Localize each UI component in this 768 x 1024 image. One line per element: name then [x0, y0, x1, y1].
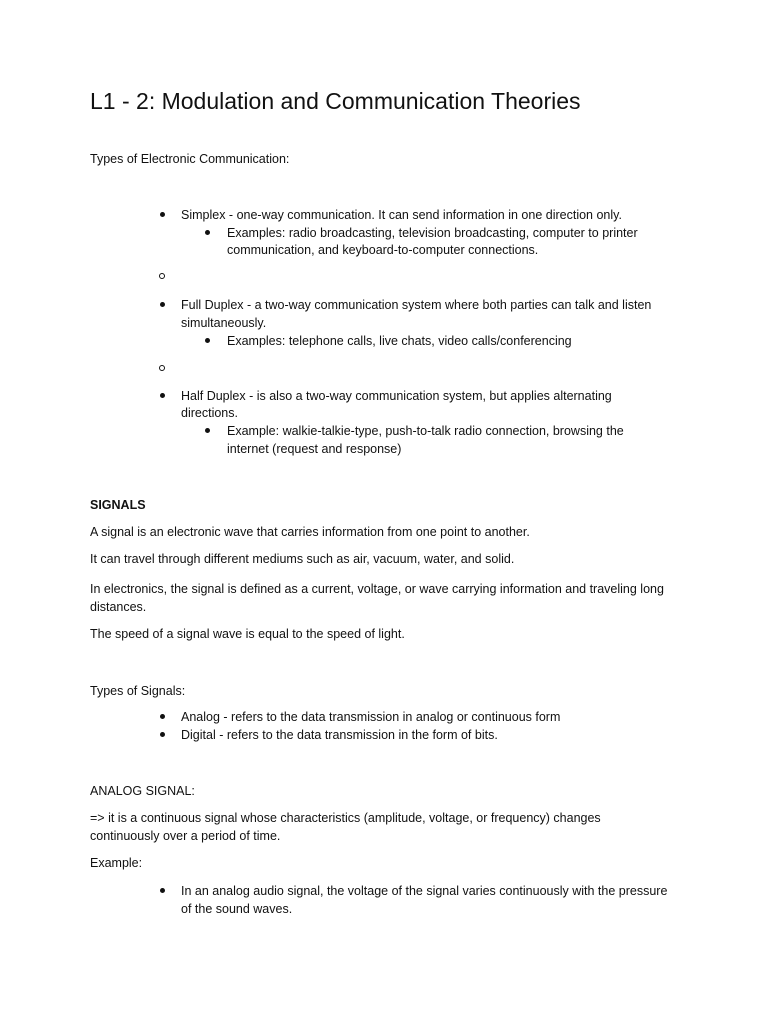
analog-type-item: Analog - refers to the data transmission in analog or continuous form	[181, 710, 561, 724]
signals-paragraph-2: It can travel through different mediums such as air, vacuum, water, and solid.	[90, 552, 515, 566]
analog-signal-heading: ANALOG SIGNAL:	[90, 784, 195, 798]
types-of-signals-heading: Types of Signals:	[90, 684, 186, 698]
full-duplex-example: Examples: telephone calls, live chats, video calls/conferencing	[227, 334, 572, 348]
full-duplex-label-line1: Full Duplex - a two-way communication system where both parties can talk and listen	[181, 298, 652, 312]
analog-example-line1: In an analog audio signal, the voltage of the signal varies continuously with the pressure	[181, 884, 668, 898]
section-heading-communication-types: Types of Electronic Communication:	[90, 152, 290, 166]
bullet-icon	[160, 212, 165, 217]
signals-paragraph-3-line2: distances.	[90, 600, 147, 614]
half-duplex-label-line1: Half Duplex - is also a two-way communication system, but applies alternating	[181, 389, 612, 403]
bullet-icon	[205, 230, 210, 235]
half-duplex-label-line2: directions.	[181, 406, 238, 420]
empty-circle-bullet-icon	[159, 365, 165, 371]
simplex-example-line2: communication, and keyboard-to-computer connections.	[227, 243, 539, 257]
full-duplex-label-line2: simultaneously.	[181, 316, 267, 330]
bullet-icon	[160, 302, 165, 307]
half-duplex-example-line1: Example: walkie-talkie-type, push-to-talk radio connection, browsing the	[227, 424, 624, 438]
analog-paragraph-line2: continuously over a period of time.	[90, 829, 281, 843]
simplex-example-line1: Examples: radio broadcasting, television broadcasting, computer to printer	[227, 226, 638, 240]
signals-paragraph-4: The speed of a signal wave is equal to the speed of light.	[90, 627, 405, 641]
signals-paragraph-1: A signal is an electronic wave that carries information from one point to another.	[90, 525, 530, 539]
bullet-icon	[160, 732, 165, 737]
example-label: Example:	[90, 856, 143, 870]
simplex-label: Simplex - one-way communication. It can send information in one direction only.	[181, 208, 622, 222]
empty-circle-bullet-icon	[159, 273, 165, 279]
signals-paragraph-3-line1: In electronics, the signal is defined as a current, voltage, or wave carrying information and traveling long	[90, 582, 664, 596]
digital-type-item: Digital - refers to the data transmission in the form of bits.	[181, 728, 498, 742]
bullet-icon	[160, 888, 165, 893]
bullet-icon	[205, 338, 210, 343]
bullet-icon	[160, 714, 165, 719]
bullet-icon	[205, 428, 210, 433]
analog-example-line2: of the sound waves.	[181, 902, 293, 916]
signals-heading: SIGNALS	[90, 498, 146, 512]
bullet-icon	[160, 393, 165, 398]
analog-paragraph-line1: => it is a continuous signal whose characteristics (amplitude, voltage, or frequency) changes	[90, 811, 601, 825]
page-title: L1 - 2: Modulation and Communication Theories	[90, 88, 581, 114]
half-duplex-example-line2: internet (request and response)	[227, 442, 402, 456]
